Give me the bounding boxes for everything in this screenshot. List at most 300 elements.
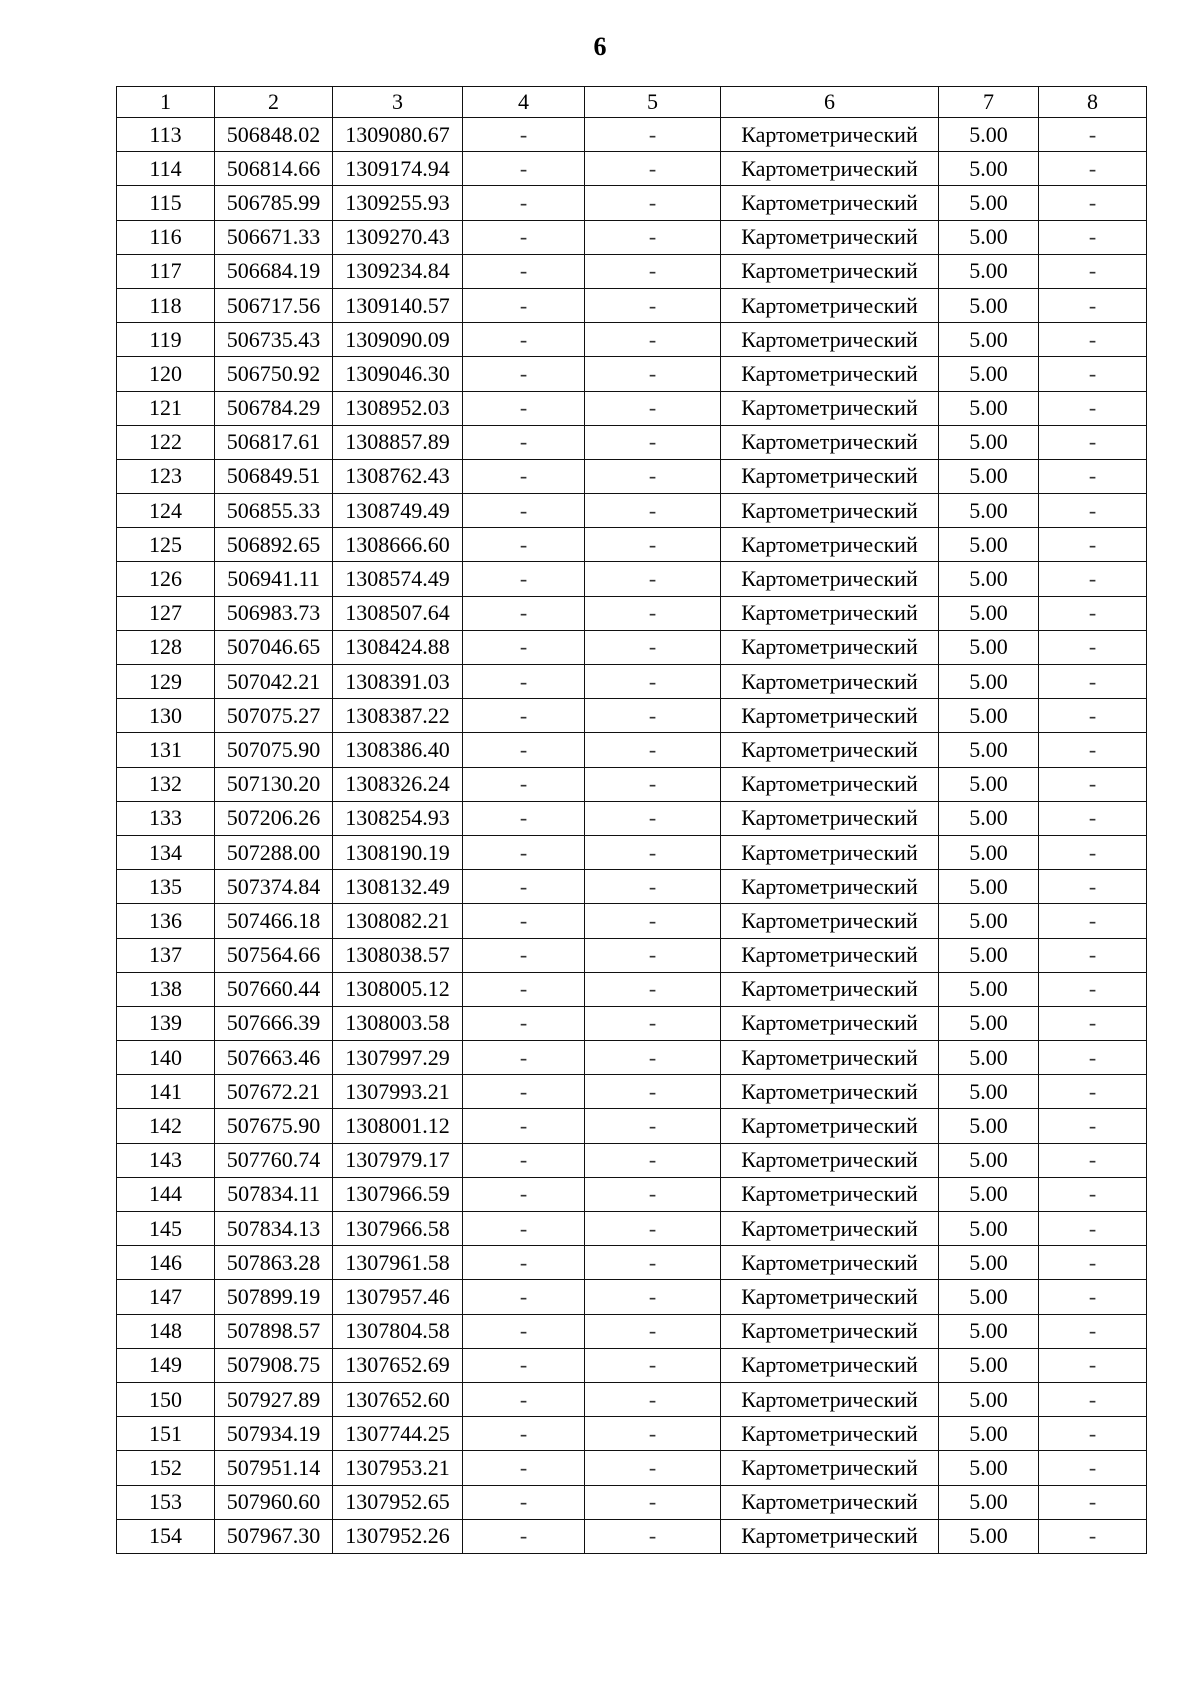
cell-point-number: 152: [117, 1451, 215, 1485]
cell-col5: -: [585, 118, 721, 152]
cell-point-number: 132: [117, 767, 215, 801]
cell-col8: -: [1039, 801, 1147, 835]
cell-col5: -: [585, 1314, 721, 1348]
cell-col5: -: [585, 220, 721, 254]
cell-point-number: 135: [117, 870, 215, 904]
cell-y-coordinate: 1307652.69: [333, 1348, 463, 1382]
cell-y-coordinate: 1308666.60: [333, 528, 463, 562]
cell-x-coordinate: 506848.02: [215, 118, 333, 152]
cell-y-coordinate: 1308391.03: [333, 665, 463, 699]
cell-col5: -: [585, 596, 721, 630]
cell-col8: -: [1039, 391, 1147, 425]
cell-col4: -: [463, 596, 585, 630]
table-row: [117, 1485, 1147, 1519]
column-header: 3: [333, 87, 463, 118]
cell-col5: -: [585, 186, 721, 220]
cell-accuracy: 5.00: [939, 1314, 1039, 1348]
cell-accuracy: 5.00: [939, 665, 1039, 699]
cell-accuracy: 5.00: [939, 1041, 1039, 1075]
cell-point-number: 154: [117, 1519, 215, 1553]
cell-method: Картометрический: [721, 870, 939, 904]
table-row: [117, 1143, 1147, 1177]
cell-point-number: 131: [117, 733, 215, 767]
table-row: [117, 186, 1147, 220]
cell-y-coordinate: 1307966.58: [333, 1212, 463, 1246]
cell-method: Картометрический: [721, 1280, 939, 1314]
table-row: [117, 972, 1147, 1006]
cell-y-coordinate: 1307952.26: [333, 1519, 463, 1553]
table-row: [117, 425, 1147, 459]
cell-accuracy: 5.00: [939, 323, 1039, 357]
cell-accuracy: 5.00: [939, 767, 1039, 801]
cell-col5: -: [585, 1006, 721, 1040]
cell-accuracy: 5.00: [939, 1451, 1039, 1485]
cell-col8: -: [1039, 904, 1147, 938]
cell-x-coordinate: 507967.30: [215, 1519, 333, 1553]
coordinates-table: [116, 86, 1147, 1554]
cell-x-coordinate: 507934.19: [215, 1417, 333, 1451]
cell-y-coordinate: 1307652.60: [333, 1382, 463, 1416]
cell-col4: -: [463, 425, 585, 459]
table-row: [117, 1212, 1147, 1246]
cell-point-number: 128: [117, 630, 215, 664]
cell-col8: -: [1039, 630, 1147, 664]
cell-x-coordinate: 506735.43: [215, 323, 333, 357]
column-header: 7: [939, 87, 1039, 118]
cell-y-coordinate: 1308082.21: [333, 904, 463, 938]
cell-col5: -: [585, 1382, 721, 1416]
cell-x-coordinate: 507834.13: [215, 1212, 333, 1246]
cell-col4: -: [463, 938, 585, 972]
cell-point-number: 120: [117, 357, 215, 391]
cell-col5: -: [585, 733, 721, 767]
table-row: [117, 1041, 1147, 1075]
cell-x-coordinate: 506671.33: [215, 220, 333, 254]
cell-x-coordinate: 507908.75: [215, 1348, 333, 1382]
cell-y-coordinate: 1308132.49: [333, 870, 463, 904]
cell-point-number: 125: [117, 528, 215, 562]
cell-col5: -: [585, 528, 721, 562]
cell-method: Картометрический: [721, 1451, 939, 1485]
cell-col8: -: [1039, 1177, 1147, 1211]
cell-accuracy: 5.00: [939, 1177, 1039, 1211]
cell-col5: -: [585, 494, 721, 528]
cell-point-number: 151: [117, 1417, 215, 1451]
cell-accuracy: 5.00: [939, 118, 1039, 152]
cell-accuracy: 5.00: [939, 1212, 1039, 1246]
cell-x-coordinate: 507760.74: [215, 1143, 333, 1177]
cell-col5: -: [585, 870, 721, 904]
cell-col8: -: [1039, 1485, 1147, 1519]
cell-col5: -: [585, 152, 721, 186]
cell-accuracy: 5.00: [939, 938, 1039, 972]
cell-method: Картометрический: [721, 699, 939, 733]
cell-col8: -: [1039, 699, 1147, 733]
cell-point-number: 134: [117, 835, 215, 869]
cell-col4: -: [463, 1212, 585, 1246]
cell-col5: -: [585, 1041, 721, 1075]
cell-accuracy: 5.00: [939, 152, 1039, 186]
cell-col4: -: [463, 733, 585, 767]
cell-col4: -: [463, 1006, 585, 1040]
cell-y-coordinate: 1308507.64: [333, 596, 463, 630]
cell-method: Картометрический: [721, 1348, 939, 1382]
cell-col4: -: [463, 699, 585, 733]
cell-accuracy: 5.00: [939, 1246, 1039, 1280]
cell-method: Картометрический: [721, 391, 939, 425]
cell-point-number: 136: [117, 904, 215, 938]
cell-method: Картометрический: [721, 835, 939, 869]
cell-x-coordinate: 506750.92: [215, 357, 333, 391]
cell-method: Картометрический: [721, 357, 939, 391]
table-row: [117, 1006, 1147, 1040]
cell-accuracy: 5.00: [939, 733, 1039, 767]
cell-y-coordinate: 1308574.49: [333, 562, 463, 596]
table-row: [117, 391, 1147, 425]
cell-col5: -: [585, 801, 721, 835]
cell-point-number: 129: [117, 665, 215, 699]
cell-y-coordinate: 1309090.09: [333, 323, 463, 357]
cell-point-number: 139: [117, 1006, 215, 1040]
cell-col5: -: [585, 1246, 721, 1280]
cell-col4: -: [463, 118, 585, 152]
cell-x-coordinate: 507672.21: [215, 1075, 333, 1109]
cell-col4: -: [463, 1485, 585, 1519]
cell-method: Картометрический: [721, 1143, 939, 1177]
cell-method: Картометрический: [721, 425, 939, 459]
cell-method: Картометрический: [721, 186, 939, 220]
cell-point-number: 144: [117, 1177, 215, 1211]
cell-col4: -: [463, 870, 585, 904]
cell-col4: -: [463, 1417, 585, 1451]
cell-accuracy: 5.00: [939, 494, 1039, 528]
cell-col8: -: [1039, 596, 1147, 630]
cell-col4: -: [463, 186, 585, 220]
cell-col5: -: [585, 1348, 721, 1382]
cell-method: Картометрический: [721, 801, 939, 835]
cell-accuracy: 5.00: [939, 596, 1039, 630]
cell-col5: -: [585, 1519, 721, 1553]
cell-col8: -: [1039, 357, 1147, 391]
cell-y-coordinate: 1307997.29: [333, 1041, 463, 1075]
cell-col4: -: [463, 528, 585, 562]
cell-x-coordinate: 506717.56: [215, 288, 333, 322]
cell-accuracy: 5.00: [939, 1382, 1039, 1416]
cell-point-number: 116: [117, 220, 215, 254]
cell-col8: -: [1039, 972, 1147, 1006]
cell-point-number: 124: [117, 494, 215, 528]
cell-x-coordinate: 507927.89: [215, 1382, 333, 1416]
cell-col4: -: [463, 1109, 585, 1143]
cell-accuracy: 5.00: [939, 972, 1039, 1006]
cell-accuracy: 5.00: [939, 835, 1039, 869]
cell-col5: -: [585, 1280, 721, 1314]
cell-col5: -: [585, 938, 721, 972]
cell-accuracy: 5.00: [939, 288, 1039, 322]
cell-col8: -: [1039, 459, 1147, 493]
cell-point-number: 137: [117, 938, 215, 972]
cell-method: Картометрический: [721, 904, 939, 938]
cell-col4: -: [463, 220, 585, 254]
cell-point-number: 146: [117, 1246, 215, 1280]
cell-col4: -: [463, 835, 585, 869]
cell-col5: -: [585, 323, 721, 357]
cell-col8: -: [1039, 1451, 1147, 1485]
cell-method: Картометрический: [721, 494, 939, 528]
cell-method: Картометрический: [721, 254, 939, 288]
cell-y-coordinate: 1308424.88: [333, 630, 463, 664]
cell-point-number: 118: [117, 288, 215, 322]
column-header: 5: [585, 87, 721, 118]
cell-y-coordinate: 1308386.40: [333, 733, 463, 767]
cell-col5: -: [585, 972, 721, 1006]
cell-accuracy: 5.00: [939, 904, 1039, 938]
cell-y-coordinate: 1309046.30: [333, 357, 463, 391]
table-row: [117, 323, 1147, 357]
cell-col8: -: [1039, 870, 1147, 904]
cell-point-number: 126: [117, 562, 215, 596]
cell-col4: -: [463, 904, 585, 938]
cell-method: Картометрический: [721, 1519, 939, 1553]
cell-col5: -: [585, 1075, 721, 1109]
cell-col4: -: [463, 1451, 585, 1485]
cell-method: Картометрический: [721, 288, 939, 322]
cell-y-coordinate: 1307961.58: [333, 1246, 463, 1280]
cell-x-coordinate: 506855.33: [215, 494, 333, 528]
cell-y-coordinate: 1308190.19: [333, 835, 463, 869]
cell-method: Картометрический: [721, 1314, 939, 1348]
cell-col5: -: [585, 1485, 721, 1519]
cell-point-number: 133: [117, 801, 215, 835]
cell-col8: -: [1039, 254, 1147, 288]
cell-point-number: 121: [117, 391, 215, 425]
cell-x-coordinate: 507206.26: [215, 801, 333, 835]
cell-x-coordinate: 507130.20: [215, 767, 333, 801]
cell-y-coordinate: 1309174.94: [333, 152, 463, 186]
cell-y-coordinate: 1308857.89: [333, 425, 463, 459]
cell-method: Картометрический: [721, 1485, 939, 1519]
cell-x-coordinate: 506814.66: [215, 152, 333, 186]
cell-method: Картометрический: [721, 1041, 939, 1075]
cell-x-coordinate: 507288.00: [215, 835, 333, 869]
cell-method: Картометрический: [721, 562, 939, 596]
table-row: [117, 1382, 1147, 1416]
table-row: [117, 118, 1147, 152]
cell-accuracy: 5.00: [939, 391, 1039, 425]
cell-col4: -: [463, 801, 585, 835]
cell-method: Картометрический: [721, 665, 939, 699]
cell-method: Картометрический: [721, 323, 939, 357]
cell-x-coordinate: 506684.19: [215, 254, 333, 288]
cell-x-coordinate: 506849.51: [215, 459, 333, 493]
cell-col4: -: [463, 391, 585, 425]
cell-y-coordinate: 1307744.25: [333, 1417, 463, 1451]
cell-col8: -: [1039, 1314, 1147, 1348]
cell-accuracy: 5.00: [939, 1519, 1039, 1553]
cell-y-coordinate: 1307993.21: [333, 1075, 463, 1109]
cell-col4: -: [463, 357, 585, 391]
cell-point-number: 119: [117, 323, 215, 357]
cell-y-coordinate: 1309080.67: [333, 118, 463, 152]
cell-y-coordinate: 1309255.93: [333, 186, 463, 220]
table-row: [117, 1348, 1147, 1382]
cell-col8: -: [1039, 1382, 1147, 1416]
cell-col4: -: [463, 630, 585, 664]
cell-col8: -: [1039, 1280, 1147, 1314]
cell-col5: -: [585, 1177, 721, 1211]
cell-accuracy: 5.00: [939, 220, 1039, 254]
cell-col5: -: [585, 767, 721, 801]
cell-col4: -: [463, 1246, 585, 1280]
cell-accuracy: 5.00: [939, 1075, 1039, 1109]
cell-col4: -: [463, 152, 585, 186]
table-row: [117, 494, 1147, 528]
cell-col5: -: [585, 1451, 721, 1485]
cell-accuracy: 5.00: [939, 425, 1039, 459]
table-row: [117, 870, 1147, 904]
table-row: [117, 835, 1147, 869]
cell-col8: -: [1039, 288, 1147, 322]
table-row: [117, 665, 1147, 699]
cell-col4: -: [463, 1519, 585, 1553]
column-header: 1: [117, 87, 215, 118]
cell-x-coordinate: 506892.65: [215, 528, 333, 562]
cell-x-coordinate: 507564.66: [215, 938, 333, 972]
cell-x-coordinate: 506817.61: [215, 425, 333, 459]
cell-x-coordinate: 507863.28: [215, 1246, 333, 1280]
table-row: [117, 1314, 1147, 1348]
table-row: [117, 1519, 1147, 1553]
cell-col5: -: [585, 1143, 721, 1177]
cell-point-number: 130: [117, 699, 215, 733]
cell-col5: -: [585, 254, 721, 288]
table-row: [117, 630, 1147, 664]
cell-method: Картометрический: [721, 630, 939, 664]
cell-col8: -: [1039, 1246, 1147, 1280]
cell-col4: -: [463, 972, 585, 1006]
table-row: [117, 596, 1147, 630]
cell-col8: -: [1039, 1212, 1147, 1246]
cell-x-coordinate: 507042.21: [215, 665, 333, 699]
cell-y-coordinate: 1309140.57: [333, 288, 463, 322]
cell-col8: -: [1039, 1519, 1147, 1553]
cell-col8: -: [1039, 1109, 1147, 1143]
cell-col4: -: [463, 1041, 585, 1075]
table-row: [117, 1417, 1147, 1451]
cell-method: Картометрический: [721, 1177, 939, 1211]
cell-col5: -: [585, 288, 721, 322]
cell-y-coordinate: 1308762.43: [333, 459, 463, 493]
cell-col4: -: [463, 562, 585, 596]
cell-y-coordinate: 1307979.17: [333, 1143, 463, 1177]
cell-method: Картометрический: [721, 1109, 939, 1143]
table-row: [117, 1177, 1147, 1211]
cell-x-coordinate: 507834.11: [215, 1177, 333, 1211]
cell-col8: -: [1039, 425, 1147, 459]
cell-accuracy: 5.00: [939, 357, 1039, 391]
cell-point-number: 113: [117, 118, 215, 152]
cell-y-coordinate: 1309270.43: [333, 220, 463, 254]
cell-accuracy: 5.00: [939, 699, 1039, 733]
cell-point-number: 147: [117, 1280, 215, 1314]
cell-col5: -: [585, 1109, 721, 1143]
cell-col8: -: [1039, 186, 1147, 220]
cell-col4: -: [463, 1143, 585, 1177]
cell-col4: -: [463, 665, 585, 699]
cell-y-coordinate: 1308749.49: [333, 494, 463, 528]
table-row: [117, 254, 1147, 288]
cell-col8: -: [1039, 118, 1147, 152]
cell-col8: -: [1039, 562, 1147, 596]
table-row: [117, 904, 1147, 938]
cell-col8: -: [1039, 1041, 1147, 1075]
cell-col5: -: [585, 665, 721, 699]
cell-method: Картометрический: [721, 938, 939, 972]
table-row: [117, 1451, 1147, 1485]
cell-accuracy: 5.00: [939, 801, 1039, 835]
cell-y-coordinate: 1308001.12: [333, 1109, 463, 1143]
cell-y-coordinate: 1309234.84: [333, 254, 463, 288]
cell-method: Картометрический: [721, 1417, 939, 1451]
cell-x-coordinate: 507663.46: [215, 1041, 333, 1075]
cell-y-coordinate: 1307804.58: [333, 1314, 463, 1348]
cell-x-coordinate: 507960.60: [215, 1485, 333, 1519]
cell-accuracy: 5.00: [939, 186, 1039, 220]
cell-point-number: 145: [117, 1212, 215, 1246]
cell-x-coordinate: 507075.90: [215, 733, 333, 767]
table-row: [117, 459, 1147, 493]
cell-col4: -: [463, 767, 585, 801]
cell-y-coordinate: 1307953.21: [333, 1451, 463, 1485]
cell-accuracy: 5.00: [939, 1143, 1039, 1177]
cell-col5: -: [585, 699, 721, 733]
cell-col8: -: [1039, 767, 1147, 801]
column-header: 8: [1039, 87, 1147, 118]
cell-x-coordinate: 507660.44: [215, 972, 333, 1006]
cell-accuracy: 5.00: [939, 630, 1039, 664]
cell-col4: -: [463, 1382, 585, 1416]
cell-col8: -: [1039, 1348, 1147, 1382]
cell-x-coordinate: 507466.18: [215, 904, 333, 938]
cell-col5: -: [585, 630, 721, 664]
table-row: [117, 220, 1147, 254]
cell-col8: -: [1039, 152, 1147, 186]
table-row: [117, 1280, 1147, 1314]
page-number: 6: [593, 32, 607, 61]
cell-accuracy: 5.00: [939, 1109, 1039, 1143]
cell-point-number: 140: [117, 1041, 215, 1075]
cell-col8: -: [1039, 1075, 1147, 1109]
cell-method: Картометрический: [721, 767, 939, 801]
cell-method: Картометрический: [721, 1382, 939, 1416]
cell-col4: -: [463, 254, 585, 288]
cell-x-coordinate: 506785.99: [215, 186, 333, 220]
cell-col5: -: [585, 357, 721, 391]
cell-x-coordinate: 507899.19: [215, 1280, 333, 1314]
table-row: [117, 699, 1147, 733]
cell-col4: -: [463, 1177, 585, 1211]
table-row: [117, 733, 1147, 767]
cell-col8: -: [1039, 1006, 1147, 1040]
cell-point-number: 122: [117, 425, 215, 459]
cell-col8: -: [1039, 1143, 1147, 1177]
table-row: [117, 562, 1147, 596]
column-header: 4: [463, 87, 585, 118]
cell-x-coordinate: 506941.11: [215, 562, 333, 596]
table-row: [117, 357, 1147, 391]
cell-col5: -: [585, 904, 721, 938]
cell-method: Картометрический: [721, 459, 939, 493]
